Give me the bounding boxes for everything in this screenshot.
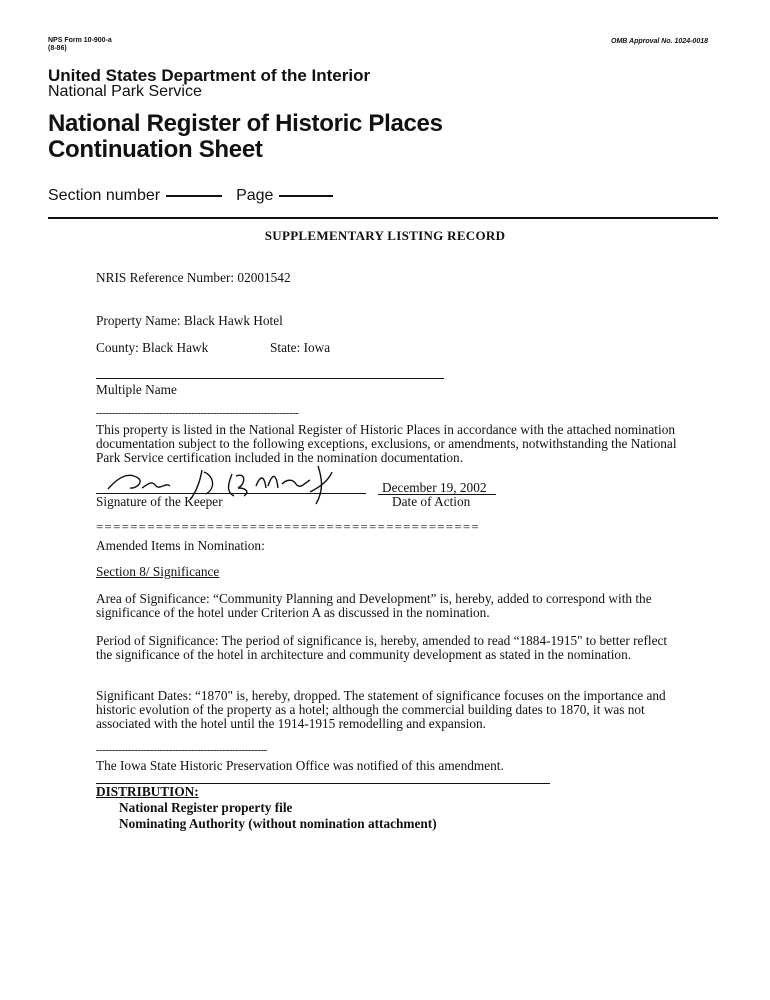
nris-reference: NRIS Reference Number: 02001542 <box>96 270 291 285</box>
record-heading: SUPPLEMENTARY LISTING RECORD <box>264 228 506 243</box>
distribution-item: Nominating Authority (without nomination attachment) <box>119 816 437 831</box>
period-of-significance: Period of Significance: The period of significance is, hereby, amended to read “1884-1915" to better reflect the significance of the hotel in architecture and community development as stated in the nomination. <box>96 633 668 662</box>
form-number <box>48 37 112 53</box>
form-date-text: (8-86) <box>48 45 67 52</box>
distribution-item: National Register property file <box>119 800 293 815</box>
dash-separator-1: ---------------------------------------------------------------- <box>96 407 299 419</box>
property-name: Property Name: Black Hawk Hotel <box>96 313 283 328</box>
section-number-label: Section number <box>48 187 161 204</box>
page-title-line1: National Register of Historic Places <box>48 110 443 137</box>
section-page-line <box>48 187 333 205</box>
amended-items-label: Amended Items in Nomination: <box>96 538 265 553</box>
section-8-heading: Section 8/ Significance <box>96 564 220 579</box>
signature-caption: Signature of the Keeper <box>96 494 223 509</box>
area-of-significance: Area of Significance: “Community Planning and Development” is, hereby, added to correspond with the significance of the hotel under Criterion A as discussed in the nomination. <box>96 591 652 620</box>
multiple-name-rule <box>96 378 444 379</box>
action-date: December 19, 2002 <box>382 480 487 495</box>
distribution-heading: DISTRIBUTION: <box>96 784 199 799</box>
section-number-blank <box>166 195 222 197</box>
date-caption: Date of Action <box>392 494 471 509</box>
listing-statement: This property is listed in the National Register of Historic Places in accordance with the attached nomination documentation subject to the following exceptions, exclusions, or amendments, notwithstanding the National Park Service certification included in the nomination documentation. <box>96 422 677 465</box>
page-title-line2: Continuation Sheet <box>48 136 263 163</box>
equals-separator: ============================================= <box>96 519 480 534</box>
page-blank <box>279 195 333 197</box>
multiple-name-label: Multiple Name <box>96 382 177 397</box>
notification-statement: The Iowa State Historic Preservation Office was notified of this amendment. <box>96 758 504 773</box>
agency-name: National Park Service <box>48 83 202 100</box>
state: State: Iowa <box>270 340 331 355</box>
form-number-text: NPS Form 10-900-a <box>48 37 112 44</box>
department-name: United States Department of the Interior <box>48 66 371 85</box>
omb-approval: OMB Approval No. 1024-0018 <box>611 38 708 45</box>
header-rule <box>48 217 718 219</box>
county: County: Black Hawk <box>96 340 209 355</box>
dash-separator-2: ------------------------------------------------------ <box>96 744 267 756</box>
page-label: Page <box>236 187 274 204</box>
significant-dates: Significant Dates: “1870" is, hereby, dropped. The statement of significance focuses on the importance and historic evolution of the property as a hotel; although the commercial building dates to 1870, it was not associated with the hotel until the 1914-1915 remodelling and expansion. <box>96 688 666 731</box>
